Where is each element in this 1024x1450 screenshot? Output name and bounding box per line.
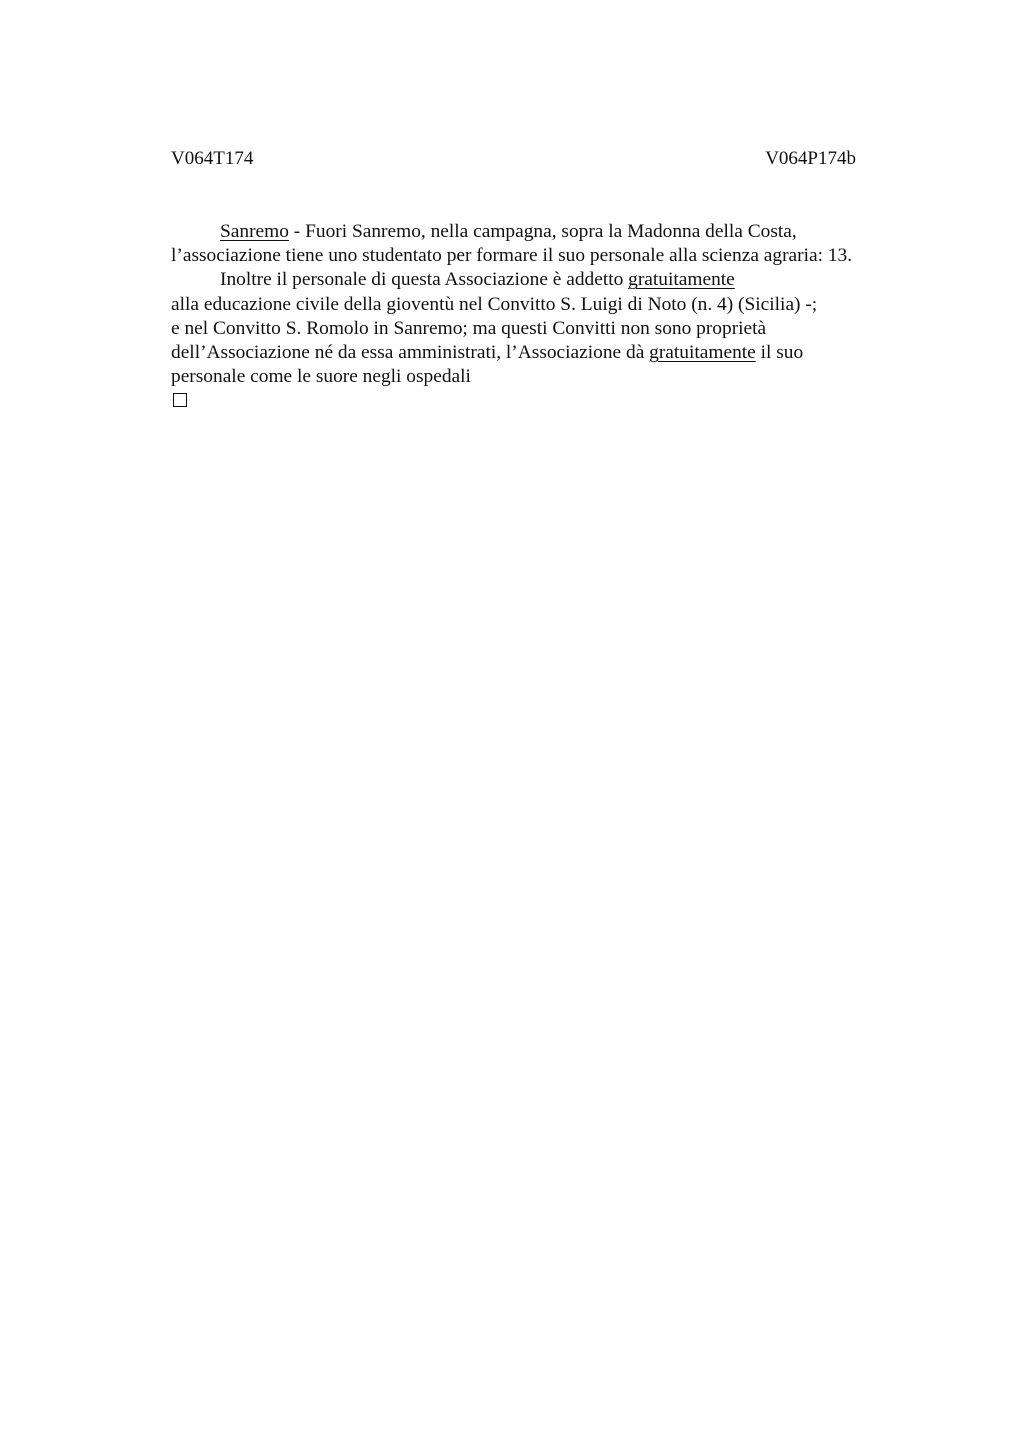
paragraph-2-line-4-text-after: il suo — [755, 341, 804, 363]
paragraph-2-line-4 — [171, 341, 911, 365]
paragraph-1-line-1 — [171, 220, 911, 244]
document-header — [171, 146, 856, 172]
paragraph-2-line-1 — [171, 268, 911, 292]
document-id-right: V064P174b — [765, 148, 856, 169]
paragraph-1-line-1-text: - Fuori Sanremo, nella campagna, sopra la Madonna della Costa, — [288, 221, 797, 242]
place-name-underlined: Sanremo — [220, 221, 289, 242]
paragraph-2-line-3: e nel Convitto S. Romolo in Sanremo; ma questi Convitti non sono proprietà — [171, 317, 767, 339]
gratuitamente-underlined-1: gratuitamente — [628, 269, 735, 291]
paragraph-2-line-1-text: Inoltre il personale di questa Associazione è addetto — [220, 269, 629, 291]
paragraph-2-line-2: alla educazione civile della gioventù nel Convitto S. Luigi di Noto (n. 4) (Sicilia) -; — [171, 293, 818, 315]
empty-box-icon — [173, 393, 187, 407]
paragraph-2-line-4-text-before: dell’Associazione né da essa amministrati, l’Associazione dà — [171, 341, 650, 363]
document-id-left: V064T174 — [171, 148, 254, 169]
document-body — [171, 220, 911, 407]
paragraph-2-line-5: personale come le suore negli ospedali — [171, 366, 471, 388]
paragraph-1-line-2: l’associazione tiene uno studentato per formare il suo personale alla scienza agraria: 13. — [171, 245, 853, 267]
gratuitamente-underlined-2: gratuitamente — [649, 341, 756, 363]
